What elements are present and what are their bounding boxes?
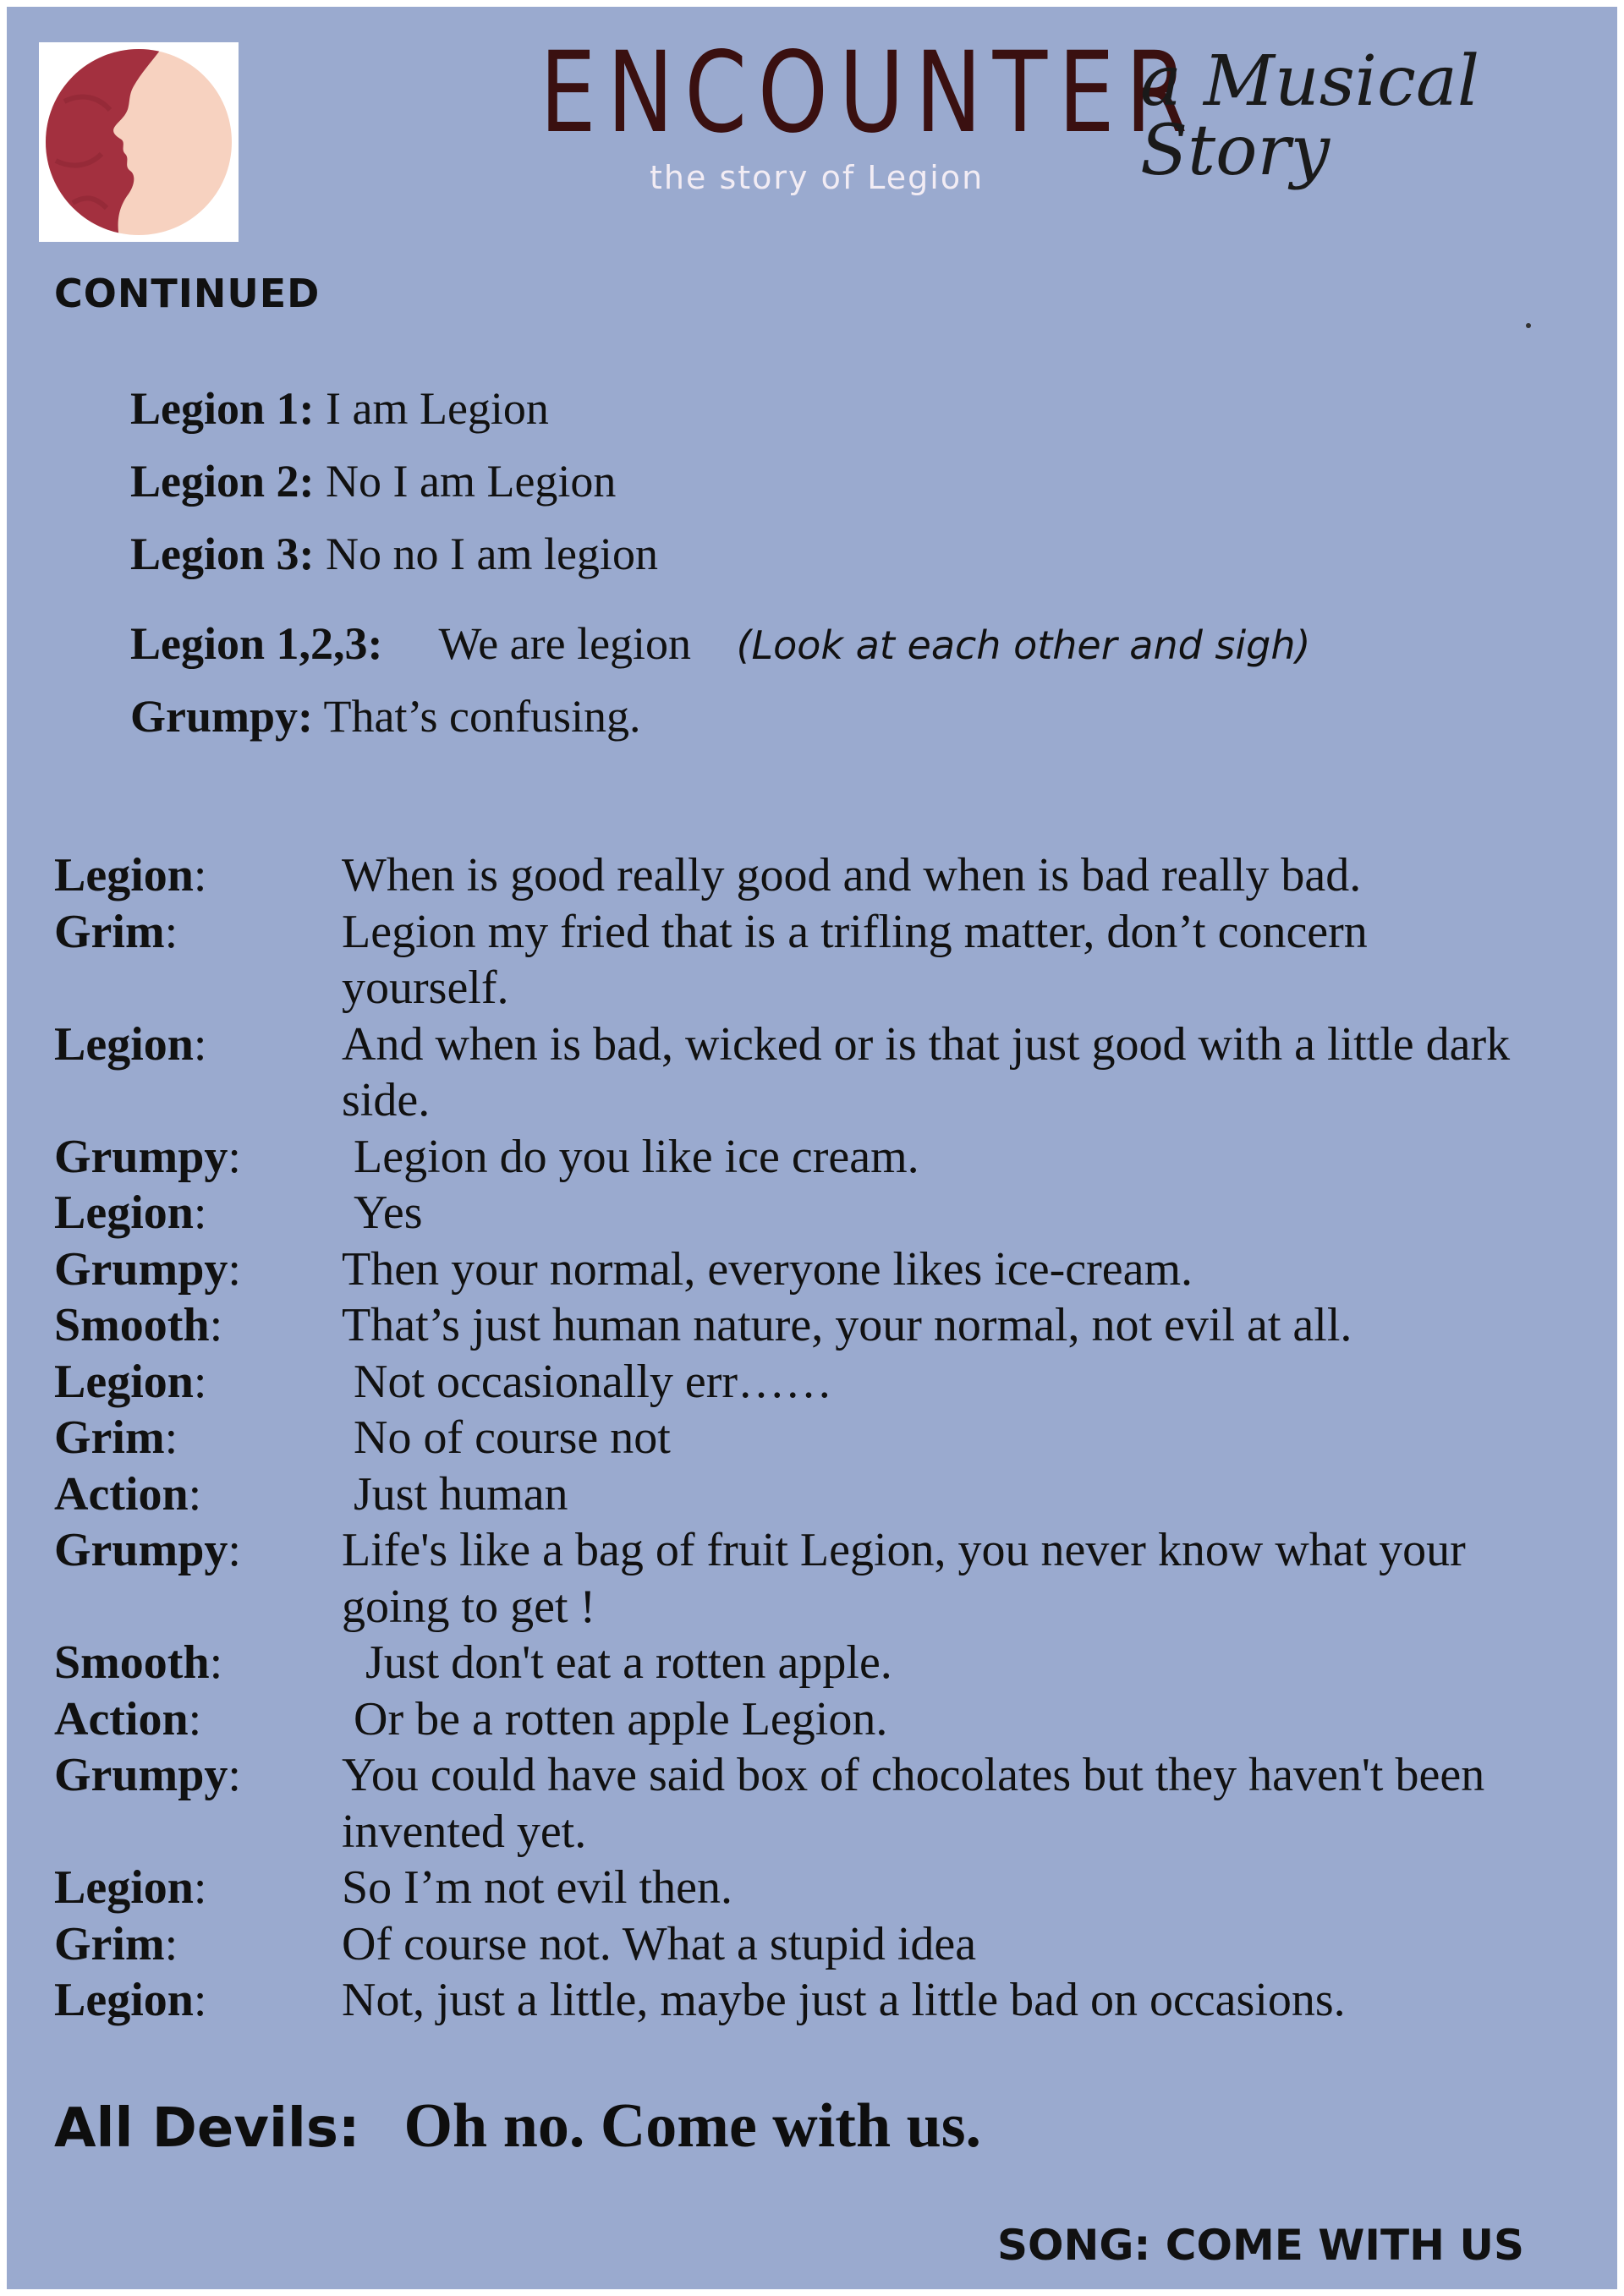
dialogue-row [54, 847, 1526, 904]
speaker-name-text: Grim [54, 1411, 165, 1464]
speaker-name-text: Grumpy [54, 1130, 228, 1183]
dialogue-text: Legion my fried that is a trifling matter, don’t concern yourself. [342, 905, 1380, 1014]
speaker-name: Action: [54, 1467, 202, 1521]
dialogue-row [54, 1635, 1526, 1691]
dialogue-text: Not occasionally err…… [342, 1355, 833, 1408]
intro-line [130, 518, 1310, 590]
dialogue-text: Just human [342, 1467, 568, 1521]
dialogue-block [54, 847, 1526, 2029]
dialogue-row [54, 1691, 1526, 1748]
page-subtitle: the story of Legion [650, 159, 985, 196]
speaker-name-text: Smooth [54, 1299, 210, 1351]
dialogue-row [54, 1466, 1526, 1523]
dialogue-row [54, 1860, 1526, 1916]
speaker-name: Grim: [54, 1411, 178, 1464]
speaker-name: Action: [54, 1692, 202, 1745]
final-line [54, 2091, 981, 2162]
speaker-name-text: Grim [54, 905, 165, 958]
tagline-line-2: Story [1140, 111, 1330, 191]
dialogue-text: We are legion [438, 618, 692, 669]
speaker-name: Smooth: [54, 1299, 223, 1351]
script-page [7, 7, 1617, 2289]
stage-direction: (Look at each other and sigh) [736, 622, 1311, 668]
dialogue-text: Yes [342, 1186, 423, 1239]
speaker-name: Legion: [54, 1186, 207, 1239]
final-dialogue: Oh no. Come with us. [403, 2091, 982, 2161]
tagline [1140, 41, 1495, 191]
tagline-line-1: a Musical [1140, 41, 1480, 122]
dialogue-row [54, 1129, 1526, 1186]
dialogue-text: Or be a rotten apple Legion. [342, 1692, 888, 1745]
speaker-name-text: Legion [54, 1355, 194, 1408]
dialogue-text: No I am Legion [326, 456, 617, 507]
dialogue-row [54, 1354, 1526, 1411]
intro-line [130, 607, 1310, 680]
speaker-name: Legion: [54, 1355, 207, 1408]
speaker-name: Legion: [54, 849, 207, 901]
speaker-name: Grumpy: [54, 1130, 241, 1183]
speaker-name-text: Grim [54, 1917, 165, 1970]
dialogue-text: You could have said box of chocolates but they haven't been invented yet. [342, 1749, 1497, 1858]
dialogue-row [54, 1522, 1526, 1635]
dialogue-text: Legion do you like ice cream. [342, 1130, 919, 1183]
dialogue-text: Of course not. What a stupid idea [342, 1917, 977, 1970]
dialogue-text: When is good really good and when is bad really bad. [342, 849, 1362, 901]
two-faces-moon-logo-icon [39, 42, 239, 242]
dialogue-text: No no I am legion [326, 529, 658, 579]
speaker-name: Grumpy: [54, 1242, 241, 1296]
dialogue-row [54, 1972, 1526, 2029]
dialogue-text: Then your normal, everyone likes ice-cream. [342, 1242, 1193, 1296]
speaker-name-text: Action [54, 1467, 189, 1521]
dialogue-row [54, 1016, 1526, 1129]
speaker-name-text: Smooth [54, 1636, 210, 1689]
speaker-name-text: Legion [54, 1974, 194, 2026]
dialogue-row [54, 1185, 1526, 1241]
intro-line [130, 445, 1310, 518]
dialogue-row [54, 1297, 1526, 1354]
speaker-name-text: Grumpy [54, 1242, 228, 1296]
speaker-name: Legion 1,2,3: [130, 618, 383, 669]
speaker-name-text: Legion [54, 1017, 194, 1071]
dialogue-row [54, 1916, 1526, 1973]
speaker-name: Legion 2: [130, 456, 315, 507]
speaker-name-text: Grumpy [54, 1749, 228, 1801]
speaker-name: Legion: [54, 1017, 207, 1071]
dialogue-text: Not, just a little, maybe just a little bad on occasions. [342, 1974, 1346, 2026]
continued-label: CONTINUED [54, 271, 321, 316]
speaker-name: Grumpy: [54, 1524, 241, 1576]
dialogue-row [54, 1747, 1526, 1860]
dialogue-row [54, 904, 1526, 1016]
speaker-name: Grim: [54, 905, 178, 958]
speaker-name: Smooth: [54, 1636, 223, 1689]
dialogue-text: And when is bad, wicked or is that just good with a little dark side. [342, 1017, 1522, 1126]
dialogue-text: So I’m not evil then. [342, 1861, 732, 1914]
speaker-name: Legion 1: [130, 383, 315, 434]
speaker-name: Grim: [54, 1917, 178, 1970]
page-title: ENCOUNTER [540, 28, 1199, 158]
dialogue-text: That’s confusing. [323, 691, 641, 742]
intro-lines [130, 372, 1310, 753]
speaker-name-text: Grumpy [54, 1524, 228, 1576]
dialogue-row [54, 1241, 1526, 1298]
dialogue-text: I am Legion [326, 383, 549, 434]
stray-dot [1526, 323, 1531, 328]
speaker-name: Legion: [54, 1861, 207, 1914]
dialogue-row [54, 1410, 1526, 1466]
dialogue-text: Just don't eat a rotten apple. [342, 1636, 892, 1689]
song-label: SONG: COME WITH US [996, 2221, 1524, 2270]
speaker-name: Grumpy: [130, 691, 313, 742]
speaker-name: Grumpy: [54, 1749, 241, 1801]
final-speaker: All Devils: [54, 2097, 360, 2160]
dialogue-text: Life's like a bag of fruit Legion, you never know what your going to get ! [342, 1524, 1478, 1633]
speaker-name: Legion 3: [130, 529, 315, 579]
speaker-name: Legion: [54, 1974, 207, 2026]
dialogue-text: That’s just human nature, your normal, not evil at all. [342, 1299, 1352, 1351]
speaker-name-text: Legion [54, 849, 194, 901]
speaker-name-text: Legion [54, 1186, 194, 1239]
dialogue-text: No of course not [342, 1411, 671, 1464]
speaker-name-text: Action [54, 1692, 189, 1745]
intro-line [130, 372, 1310, 445]
speaker-name-text: Legion [54, 1861, 194, 1914]
intro-line [130, 680, 1310, 753]
